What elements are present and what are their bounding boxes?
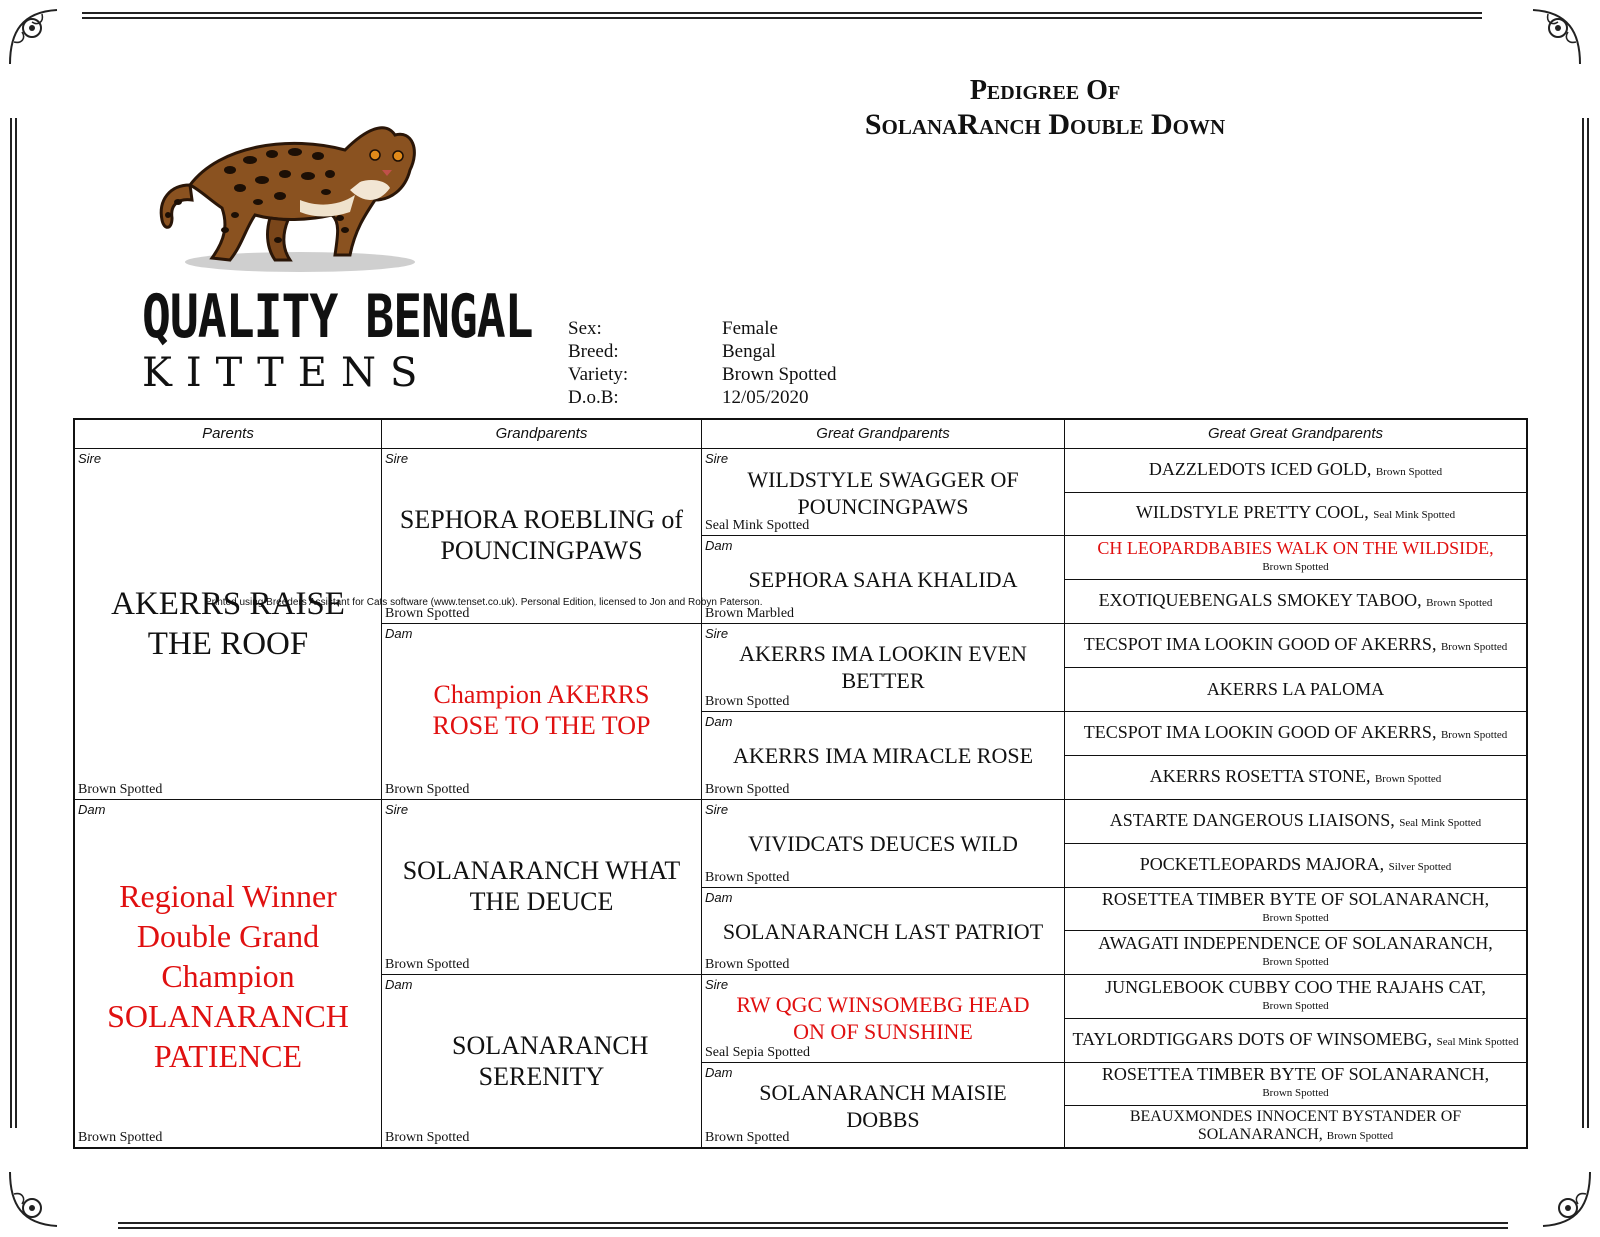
ggg-name: DAZZLEDOTS ICED GOLD, [1148,458,1372,479]
role-label: Sire [705,802,729,817]
great-grandparent-cell [702,535,1065,623]
pedigree-title [760,74,1330,142]
great-great-grandparent-cell [1065,887,1526,930]
header-great-great-grandparents: Great Great Grandparents [1207,425,1384,442]
role-label: Sire [78,451,102,466]
great-great-grandparent-cell [1065,843,1526,887]
frame-right-line [1582,118,1584,1128]
great-grandparent-cell [702,799,1065,887]
variety-label: Brown Spotted [78,1130,163,1145]
ggg-variety: Brown Spotted [1262,560,1329,573]
role-label: Sire [385,802,409,817]
role-label: Dam [705,538,733,553]
great-grandparent-cell [702,974,1065,1062]
great-grandparent-cell [702,448,1065,535]
frame-left-line [10,118,12,1128]
ggg-variety: Brown Spotted [1326,1130,1394,1142]
great-great-grandparent-cell [1065,974,1526,1018]
variety-label: Seal Mink Spotted [705,518,810,533]
grandparent-sd-cell [382,623,702,799]
ggg-name: TECSPOT IMA LOOKIN GOOD OF AKERRS, [1083,633,1437,654]
title-line-2: SolanaRanch Double Down [864,108,1226,141]
ggg-variety: Brown Spotted [1426,596,1493,609]
breed-label: Breed: [568,341,619,362]
printed-by-watermark: Printed using Breeders Assistant for Cats software (www.tenset.co.uk). Personal Edition, licensed to Jon and Robyn Paterson. [205,597,763,608]
flourish-corner-icon [1518,2,1588,72]
grandparent-dd-name: SOLANARANCH SERENITY [452,1031,649,1091]
variety-label: Brown Spotted [385,606,470,621]
variety-label: Brown Spotted [385,1130,470,1145]
role-label: Dam [705,1065,733,1080]
role-label: Sire [705,977,729,992]
great-grandparent-name: WILDSTYLE SWAGGER OF POUNCINGPAWS [747,467,1019,519]
variety-label: Brown Marbled [705,606,795,621]
grandparent-sd-name: Champion AKERRS ROSE TO THE TOP [432,680,651,740]
ggg-variety: Silver Spotted [1388,860,1452,873]
role-label: Dam [385,626,413,641]
ggg-variety: Seal Mink Spotted [1373,509,1456,521]
ggg-name: AKERRS LA PALOMA [1206,679,1385,699]
ggg-name: AKERRS ROSETTA STONE, [1149,765,1371,786]
variety-label: Seal Sepia Spotted [705,1045,810,1060]
pedigree-table [73,418,1528,1149]
great-great-grandparent-cell [1065,711,1526,755]
variety-label: Brown Spotted [705,957,790,972]
frame-bottom-line [118,1222,1508,1224]
great-grandparent-name: SOLANARANCH MAISIE DOBBS [759,1080,1007,1132]
ggg-variety: Seal Mink Spotted [1399,816,1482,829]
ggg-variety: Brown Spotted [1440,728,1508,741]
header-great-grandparents: Great Grandparents [702,420,1065,448]
ggg-name: WILDSTYLE PRETTY COOL, [1135,502,1369,522]
variety-label: Brown Spotted [385,782,470,797]
variety-label: Brown Spotted [705,870,790,885]
ggg-name: JUNGLEBOOK CUBBY COO THE RAJAHS CAT, [1105,976,1486,997]
sex-label: Sex: [568,318,602,339]
ggg-name: ROSETTEA TIMBER BYTE OF SOLANARANCH, [1101,1064,1490,1084]
great-great-grandparent-cell [1065,1105,1526,1147]
great-grandparent-name: AKERRS IMA LOOKIN EVEN BETTER [739,641,1027,693]
great-great-grandparent-cell [1065,535,1526,579]
role-label: Dam [78,802,106,817]
variety-label: Brown Spotted [705,1130,790,1145]
flourish-corner-icon [1528,1164,1598,1234]
ggg-name: TECSPOT IMA LOOKIN GOOD OF AKERRS, [1083,721,1437,742]
role-label: Dam [385,977,413,992]
parent-dam-name: Regional Winner Double Grand Champion SOLANARANCH PATIENCE [107,878,349,1074]
great-great-grandparent-cell [1065,667,1526,711]
grandparent-dd-cell [382,974,702,1147]
great-grandparent-name: RW QGC WINSOMEBG HEAD ON OF SUNSHINE [736,992,1030,1044]
ggg-name: ROSETTEA TIMBER BYTE OF SOLANARANCH, [1101,889,1490,909]
great-great-grandparent-cell [1065,1018,1526,1062]
variety-label: Brown Spotted [78,782,163,797]
sex-value: Female [722,318,778,339]
ggg-name: BEAUXMONDES INNOCENT BYSTANDER OF SOLANARANCH, [1129,1108,1462,1143]
role-label: Sire [705,451,729,466]
grandparent-ds-cell [382,799,702,974]
ggg-variety: Brown Spotted [1374,772,1442,785]
variety-label: Brown Spotted [385,957,470,972]
frame-left-line-inner [15,118,17,1128]
great-great-grandparent-cell [1065,799,1526,843]
great-grandparent-cell [702,887,1065,974]
variety-label: Brown Spotted [705,694,790,709]
parent-sire-cell [75,448,382,799]
role-label: Dam [705,890,733,905]
grandparent-ds-name: SOLANARANCH WHAT THE DEUCE [402,856,681,916]
flourish-corner-icon [2,1164,72,1234]
great-grandparent-name: SEPHORA SAHA KHALIDA [748,567,1018,592]
header-grandparents: Grandparents [382,420,702,448]
dob-value: 12/05/2020 [722,387,809,408]
variety-label: Variety: [568,364,629,385]
ggg-variety: Seal Mink Spotted [1436,1035,1519,1048]
role-label: Dam [705,714,733,729]
great-grandparent-cell [702,1062,1065,1147]
great-great-grandparent-cell [1065,492,1526,535]
breed-value: Bengal [722,341,776,362]
variety-label: Brown Spotted [705,782,790,797]
frame-top-line-inner [82,17,1482,19]
great-great-grandparent-cell [1065,930,1526,974]
frame-top-line [82,12,1482,14]
header-parents: Parents [75,420,382,448]
bengal-cat-illustration-icon [150,90,435,285]
ggg-variety: Brown Spotted [1262,1087,1329,1099]
great-grandparent-name: AKERRS IMA MIRACLE ROSE [732,743,1034,768]
ggg-variety: Brown Spotted [1262,999,1329,1012]
great-great-grandparent-cell [1065,623,1526,667]
role-label: Sire [705,626,729,641]
logo-wordmark: QUALITY BENGAL [142,282,533,352]
great-great-grandparent-cell [1065,1062,1526,1105]
ggg-variety: Brown Spotted [1262,955,1329,968]
variety-value: Brown Spotted [722,364,837,385]
parent-dam-cell [75,799,382,1147]
frame-right-line-inner [1587,118,1589,1128]
great-grandparent-name: VIVIDCATS DEUCES WILD [748,831,1018,856]
great-grandparent-name: SOLANARANCH LAST PATRIOT [722,919,1044,944]
grandparent-ss-name: SEPHORA ROEBLING of POUNCINGPAWS [399,505,684,565]
logo-subtitle: KITTENS [142,350,432,396]
title-line-1: Pedigree Of [969,75,1121,106]
ggg-name: TAYLORDTIGGARS DOTS OF WINSOMEBG, [1072,1028,1433,1049]
ggg-name: EXOTIQUEBENGALS SMOKEY TABOO, [1098,589,1422,610]
ggg-name: POCKETLEOPARDS MAJORA, [1139,853,1385,874]
great-grandparent-cell [702,711,1065,799]
flourish-corner-icon [2,2,72,72]
parent-sire-name: AKERRS RAISE THE ROOF [111,586,345,662]
ggg-variety: Brown Spotted [1375,465,1443,478]
role-label: Sire [385,451,409,466]
frame-bottom-line-inner [118,1227,1508,1229]
ggg-variety: Brown Spotted [1262,912,1329,924]
ggg-name: ASTARTE DANGEROUS LIAISONS, [1109,809,1395,830]
great-great-grandparent-cell [1065,448,1526,492]
dob-label: D.o.B: [568,387,619,408]
great-grandparent-cell [702,623,1065,711]
ggg-name: CH LEOPARDBABIES WALK ON THE WILDSIDE, [1097,537,1494,558]
great-great-grandparent-cell [1065,755,1526,799]
ggg-variety: Brown Spotted [1440,640,1508,653]
ggg-name: AWAGATI INDEPENDENCE OF SOLANARANCH, [1098,932,1493,953]
great-great-grandparent-cell [1065,579,1526,623]
